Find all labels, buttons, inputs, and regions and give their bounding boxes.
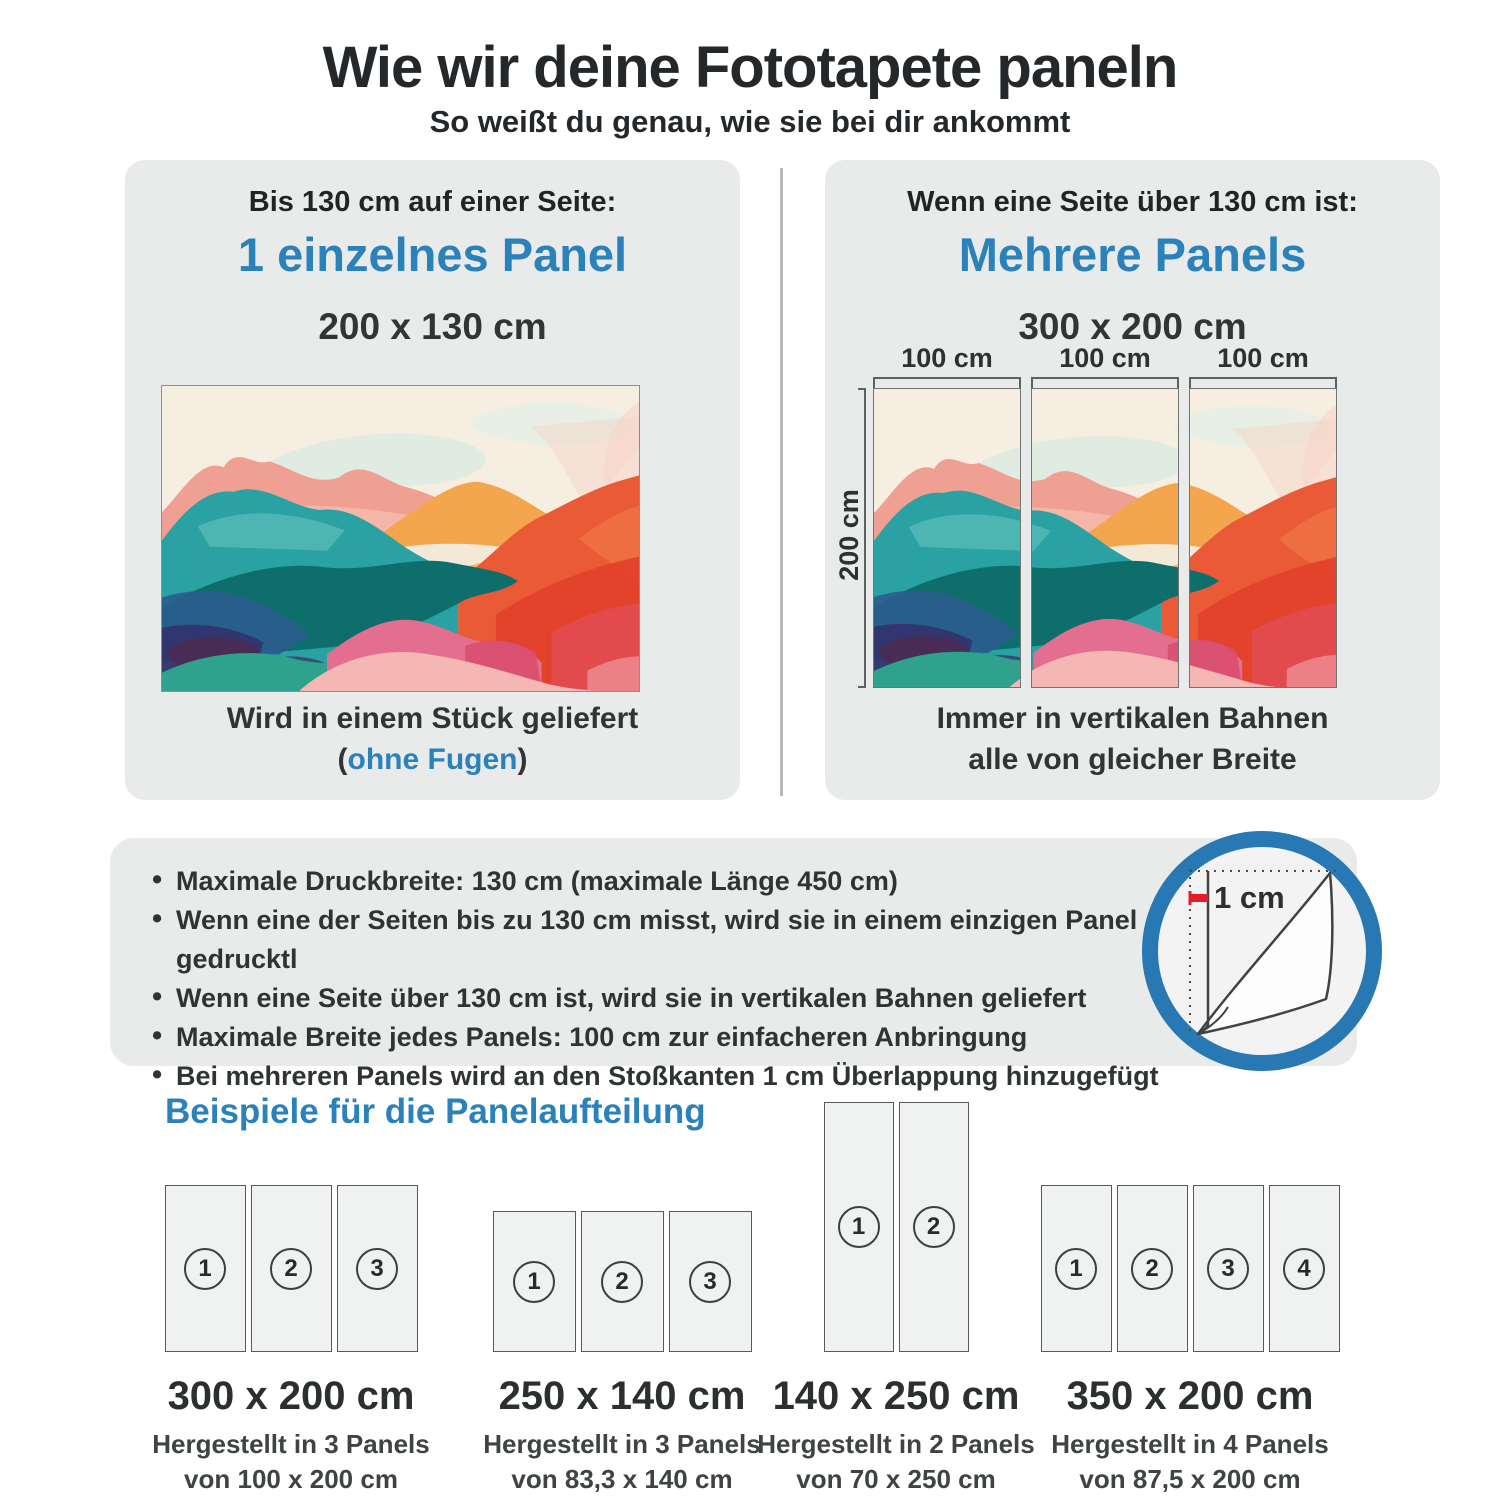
example-panel xyxy=(1041,1185,1112,1352)
watercolor-artwork-slice-3 xyxy=(1189,389,1337,688)
page-title: Wie wir deine Fototapete paneln xyxy=(322,35,1178,100)
example-made-in: Hergestellt in 3 Panels xyxy=(483,1429,761,1459)
width-bracket-3 xyxy=(1189,377,1337,388)
panel-number-badge: 1 xyxy=(1055,1248,1097,1290)
paren-open: ( xyxy=(337,743,348,776)
info-bullet: • Maximale Druckbreite: 130 cm (maximale Länge 450 cm) xyxy=(150,862,1195,901)
example-250x140 xyxy=(462,1090,782,1497)
panel-number-badge: 4 xyxy=(1283,1248,1325,1290)
page-subtitle: So weißt du genau, wie sie bei dir ankommt xyxy=(429,104,1071,139)
panel-number-badge: 2 xyxy=(1131,1248,1173,1290)
width-label-2: 100 cm xyxy=(1059,343,1151,373)
info-bullet-list xyxy=(110,838,1195,1096)
info-bullet: • Maximale Breite jedes Panels: 100 cm zur einfacheren Anbringung xyxy=(150,1018,1195,1057)
example-size: 350 x 200 cm xyxy=(1066,1374,1314,1418)
example-panel xyxy=(581,1211,664,1352)
info-bullet: • Wenn eine Seite über 130 cm ist, wird sie in vertikalen Bahnen geliefert xyxy=(150,979,1195,1018)
watercolor-artwork-slice-2 xyxy=(1031,389,1179,688)
wallpaper-preview-single xyxy=(161,385,640,692)
panel-number-badge: 2 xyxy=(913,1206,955,1248)
multi-panel-note xyxy=(825,698,1440,780)
example-detail xyxy=(736,1427,1056,1497)
example-panel-size: von 87,5 x 200 cm xyxy=(1079,1464,1301,1494)
width-measure-3 xyxy=(1189,343,1337,388)
width-label-1: 100 cm xyxy=(901,343,993,373)
single-panel-note-highlight: ohne Fugen xyxy=(347,743,518,776)
example-panels xyxy=(1030,1090,1350,1352)
example-panels xyxy=(131,1090,451,1352)
single-panel-condition: Bis 130 cm auf einer Seite: xyxy=(248,186,617,218)
card-divider xyxy=(780,168,783,796)
width-bracket-1 xyxy=(873,377,1021,388)
watercolor-artwork-slice-1 xyxy=(874,389,1021,688)
example-140x250 xyxy=(736,1090,1056,1497)
multi-panel-card xyxy=(825,160,1440,800)
overlap-1cm-badge xyxy=(1140,829,1385,1074)
page-curl-icon xyxy=(1140,829,1385,1074)
height-label: 200 cm xyxy=(834,489,864,581)
example-detail xyxy=(131,1427,451,1497)
example-panel xyxy=(337,1185,418,1352)
wallpaper-preview-panels xyxy=(873,388,1337,688)
panel-strip-3 xyxy=(1189,388,1337,688)
panel-number-badge: 2 xyxy=(601,1261,643,1303)
panel-strip-1 xyxy=(873,388,1021,688)
example-size: 300 x 200 cm xyxy=(167,1374,415,1418)
multi-panel-headline: Mehrere Panels xyxy=(958,228,1307,281)
watercolor-artwork xyxy=(162,386,639,691)
example-panel-size: von 100 x 200 cm xyxy=(184,1464,398,1494)
panel-number-badge: 1 xyxy=(513,1261,555,1303)
example-made-in: Hergestellt in 3 Panels xyxy=(152,1429,430,1459)
example-detail xyxy=(1030,1427,1350,1497)
example-panels xyxy=(462,1090,782,1352)
example-size: 250 x 140 cm xyxy=(498,1374,746,1418)
example-size: 140 x 250 cm xyxy=(772,1374,1020,1418)
multi-panel-note-line2: alle von gleicher Breite xyxy=(968,743,1297,776)
example-made-in: Hergestellt in 2 Panels xyxy=(757,1429,1035,1459)
panel-strip-2 xyxy=(1031,388,1179,688)
single-panel-note xyxy=(125,698,740,780)
width-bracket-2 xyxy=(1031,377,1179,388)
examples-heading: Beispiele für die Panelaufteilung xyxy=(165,1092,706,1131)
multi-panel-note-line1: Immer in vertikalen Bahnen xyxy=(936,702,1329,735)
multi-panel-size: 300 x 200 cm xyxy=(1018,306,1247,347)
panel-number-badge: 1 xyxy=(838,1206,880,1248)
overlap-1cm-label: 1 cm xyxy=(1214,880,1285,915)
width-measure-2 xyxy=(1031,343,1179,388)
width-measure-1 xyxy=(873,343,1021,388)
example-panel xyxy=(1269,1185,1340,1352)
example-350x200 xyxy=(1030,1090,1350,1497)
single-panel-size: 200 x 130 cm xyxy=(318,306,547,347)
example-panel xyxy=(493,1211,576,1352)
single-panel-headline: 1 einzelnes Panel xyxy=(237,228,628,281)
example-panel xyxy=(1117,1185,1188,1352)
example-panel xyxy=(1193,1185,1264,1352)
info-bullet: • Wenn eine der Seiten bis zu 130 cm misst, wird sie in einem einzigen Panel gedrucktl xyxy=(150,901,1195,979)
example-panel xyxy=(165,1185,246,1352)
width-measures xyxy=(873,343,1337,388)
example-detail xyxy=(462,1427,782,1497)
example-panel xyxy=(251,1185,332,1352)
info-bullet: • Bei mehreren Panels wird an den Stoßkanten 1 cm Überlappung hinzugefügt xyxy=(150,1057,1195,1096)
panel-number-badge: 1 xyxy=(184,1248,226,1290)
example-300x200 xyxy=(131,1090,451,1497)
panel-number-badge: 3 xyxy=(1207,1248,1249,1290)
multi-panel-condition: Wenn eine Seite über 130 cm ist: xyxy=(907,186,1358,218)
example-panel xyxy=(824,1102,894,1352)
example-panel xyxy=(899,1102,969,1352)
panel-number-badge: 2 xyxy=(270,1248,312,1290)
panel-number-badge: 3 xyxy=(356,1248,398,1290)
paren-close: ) xyxy=(517,743,528,776)
example-panel-size: von 70 x 250 cm xyxy=(796,1464,996,1494)
example-panels xyxy=(736,1090,1056,1352)
width-label-3: 100 cm xyxy=(1217,343,1309,373)
panel-number-badge: 3 xyxy=(689,1261,731,1303)
single-panel-card xyxy=(125,160,740,800)
example-panel-size: von 83,3 x 140 cm xyxy=(511,1464,733,1494)
single-panel-note-line1: Wird in einem Stück geliefert xyxy=(226,702,639,735)
example-made-in: Hergestellt in 4 Panels xyxy=(1051,1429,1329,1459)
